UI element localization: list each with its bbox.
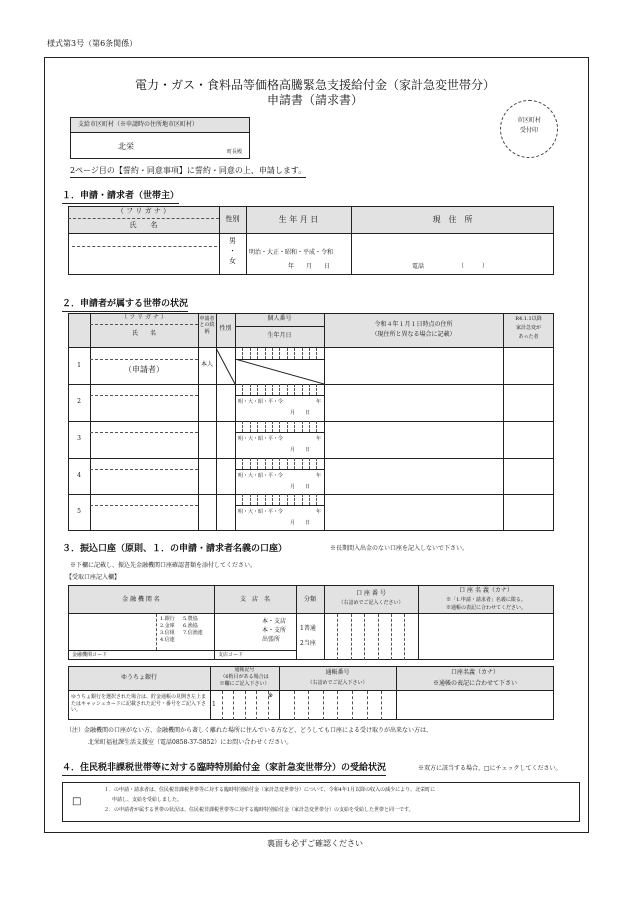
s1-name: 氏 名 <box>129 221 158 229</box>
s4-line2: ２．の申請者が属する世帯の状況は、住民税非課税世帯等に対する臨時特別給付金（家計急変世帯分）の支給を受給した世帯と同一です。 <box>104 807 414 813</box>
bank-name-header: 金 融 機 関 名 <box>122 596 160 603</box>
municipality-suffix: 町長殿 <box>227 149 243 155</box>
s2-id-number: 個人番号 <box>267 315 292 322</box>
row-number: 5 <box>77 508 81 515</box>
s1-ymd: 年 月 日 <box>288 263 331 270</box>
row-month-day: 月 日 <box>290 447 311 453</box>
s2-gender: 性別 <box>219 325 232 332</box>
s1-dot: ・ <box>229 247 236 255</box>
bank-note2: 北栄町福祉課生活支援室（電話0858-37-5852）にお問い合わせください。 <box>88 739 293 746</box>
holder-note1: ※「1.申請・請求者」名義に限る。 <box>446 597 526 603</box>
bank-type-7[interactable]: 7.信漁連 <box>183 630 203 636</box>
s1-furigana: （ フ リ ガ ナ ） <box>116 207 171 215</box>
s2-address-h1: 令和４年１月１日時点の住所 <box>374 321 453 328</box>
yucho-note: ゆうちょ銀行を選択された場合は、貯金通帳の見開き左上またはキャッシュカードに記載された記号・番号をご記入下さい。 <box>71 694 207 713</box>
form-subtitle: 申請書（請求書） <box>266 93 363 107</box>
branch-type-1[interactable]: 本・支店 <box>262 618 287 625</box>
s2-furigana: （ フ リ ガ ナ ） <box>121 314 167 321</box>
s2-name: 氏 名 <box>131 330 156 337</box>
s4-checkbox[interactable]: □ <box>72 796 82 807</box>
s2-relation: 申請者との続柄 <box>199 316 215 335</box>
symbol-one: 1 <box>212 701 216 708</box>
section2-title: ２．申請者が属する世帯の状況 <box>62 300 188 312</box>
yucho-holder-header: 口座名義（カナ） <box>450 669 499 676</box>
branch-code-label: 支店コード <box>218 652 244 658</box>
form-number: 様式第3号（第6条関係） <box>47 39 138 48</box>
row-eras: 明・大・昭・平・令 <box>238 509 284 515</box>
passbook-symbol-header: 通帳記号 <box>234 667 255 673</box>
footer-note: 裏面も必ずご確認ください <box>267 839 363 848</box>
yucho-holder-note: ※通帳の表記に合わせて下さい <box>432 680 517 687</box>
s1-eras: 明治・大正・昭和・平成・令和 <box>249 249 334 256</box>
bank-type-5[interactable]: 5.農協 <box>183 616 198 622</box>
s1-address: 現 住 所 <box>432 215 473 224</box>
section3-title: ３．振込口座（原則、１．の申請・請求者名義の口座） <box>62 544 288 554</box>
s2-row1-birth-slash <box>235 359 324 384</box>
s3-note-right: ※長期間入出金のない口座を記入しないで下さい。 <box>330 545 469 552</box>
row-month-day: 月 日 <box>290 484 311 490</box>
bank-type-4[interactable]: 4.信連 <box>160 637 175 643</box>
s2-birthdate: 生年月日 <box>267 332 292 339</box>
s2-self-label: 本人 <box>200 361 213 368</box>
stamp-line1: 市区町村 <box>516 117 541 124</box>
bank-note1: （注）金融機関の口座がない方、金融機関から著しく離れた場所に住んでいる方など、どうしても口座による受け取りが出来ない方は、 <box>66 727 433 734</box>
account-number-header: 口 座 番 号 <box>356 590 386 597</box>
row-number: 4 <box>77 472 81 479</box>
reception-stamp <box>500 100 558 158</box>
s2-r4-h1: R4.1.1以降 <box>515 316 542 322</box>
passbook-symbol-note1: （6桁目がある場合は <box>220 674 269 680</box>
branch-type-2[interactable]: 本・支所 <box>262 627 287 634</box>
municipality-value[interactable]: 北栄 <box>118 142 134 151</box>
holder-note2: ※通帳の表記に合わせてください。 <box>445 605 526 611</box>
row-eras: 明・大・昭・平・令 <box>238 399 284 405</box>
passbook-number-note: （右詰めでご記入下さい） <box>307 680 368 686</box>
instruction-text: 2ページ目の【誓約・同意事項】に誓約・同意の上、申請します。 <box>70 167 306 178</box>
s1-phone: 電話 <box>412 263 425 270</box>
row-year: 年 <box>316 473 322 479</box>
s1-gender: 性別 <box>225 215 240 223</box>
s2-row1-gender-slash <box>216 348 235 384</box>
row-year: 年 <box>316 399 322 405</box>
holder-header: 口 座 名 義（カナ） <box>459 587 513 594</box>
bank-type-6[interactable]: 6.漁協 <box>183 623 198 629</box>
bank-code-label: 金融機関コード <box>72 652 108 658</box>
row-number: 3 <box>77 435 81 442</box>
row-year: 年 <box>316 509 322 515</box>
row-year: 年 <box>316 436 322 442</box>
account-type-1[interactable]: 1普通 <box>300 625 316 632</box>
section1-title: １．申請・請求者（世帯主） <box>62 192 179 204</box>
account-type-2[interactable]: 2当座 <box>300 640 316 647</box>
passbook-number-header: 通帳番号 <box>325 669 350 676</box>
row-eras: 明・大・昭・平・令 <box>238 473 284 479</box>
branch-name-header: 支 店 名 <box>239 596 270 603</box>
row-eras: 明・大・昭・平・令 <box>238 436 284 442</box>
passbook-symbol-note2: ※欄にご記入下さい） <box>219 681 270 687</box>
s2-applicant-label: （申請者） <box>124 365 164 374</box>
s1-phone-paren: （ ） <box>458 263 489 270</box>
bank-type-2[interactable]: 2.金庫 <box>160 623 175 629</box>
s1-birthdate: 生 年 月 日 <box>278 215 319 224</box>
stamp-line2: 受付印 <box>519 127 538 134</box>
account-type-header: 分類 <box>303 596 316 603</box>
municipality-label: 支給市区町村（※申請時の住所地市区町村） <box>78 121 199 128</box>
bank-type-3[interactable]: 3.信組 <box>160 630 175 636</box>
bank-type-1[interactable]: 1.銀行 <box>160 616 175 622</box>
form-title: 電力・ガス・食料品等価格高騰緊急支援給付金（家計急変世帯分） <box>134 78 495 92</box>
s3-note2: ※下欄に記載し、振込先金融機関口座確認書類を添付してください。 <box>70 562 257 569</box>
yucho-label: ゆうちょ銀行 <box>120 674 157 681</box>
row-number: 1 <box>77 362 81 369</box>
branch-type-3[interactable]: 出張所 <box>262 636 281 643</box>
s2-r4-h3: あった者 <box>518 334 539 340</box>
row-month-day: 月 日 <box>290 410 311 416</box>
row-number: 2 <box>77 398 81 405</box>
account-number-note: （右詰めでご記入ください） <box>338 600 404 606</box>
row-month-day: 月 日 <box>290 520 311 526</box>
s1-male[interactable]: 男 <box>229 237 236 245</box>
s4-line1: １．の申請・請求者は、住民税非課税世帯等に対する臨時特別給付金（家計急変世帯分）について、令和4年1月以降の収入の減少により、北栄町に <box>104 787 436 793</box>
s2-address-h2: （現住所と異なる場合に記載） <box>371 331 456 338</box>
symbol-mark: ※ <box>268 692 274 699</box>
section4-title: ４．住民税非課税世帯等に対する臨時特別給付金（家計急変世帯分）の受給状況 <box>62 764 386 776</box>
s4-note: ※双方に該当する場合、□にチェックしてください。 <box>418 765 562 772</box>
s3-receiving-label: 【受取口座記入欄】 <box>66 574 121 581</box>
s1-female[interactable]: 女 <box>229 257 236 265</box>
s4-line1b: 申請し、支給を受給しました。 <box>112 797 183 803</box>
s2-r4-h2: 家計急変が <box>515 325 541 331</box>
